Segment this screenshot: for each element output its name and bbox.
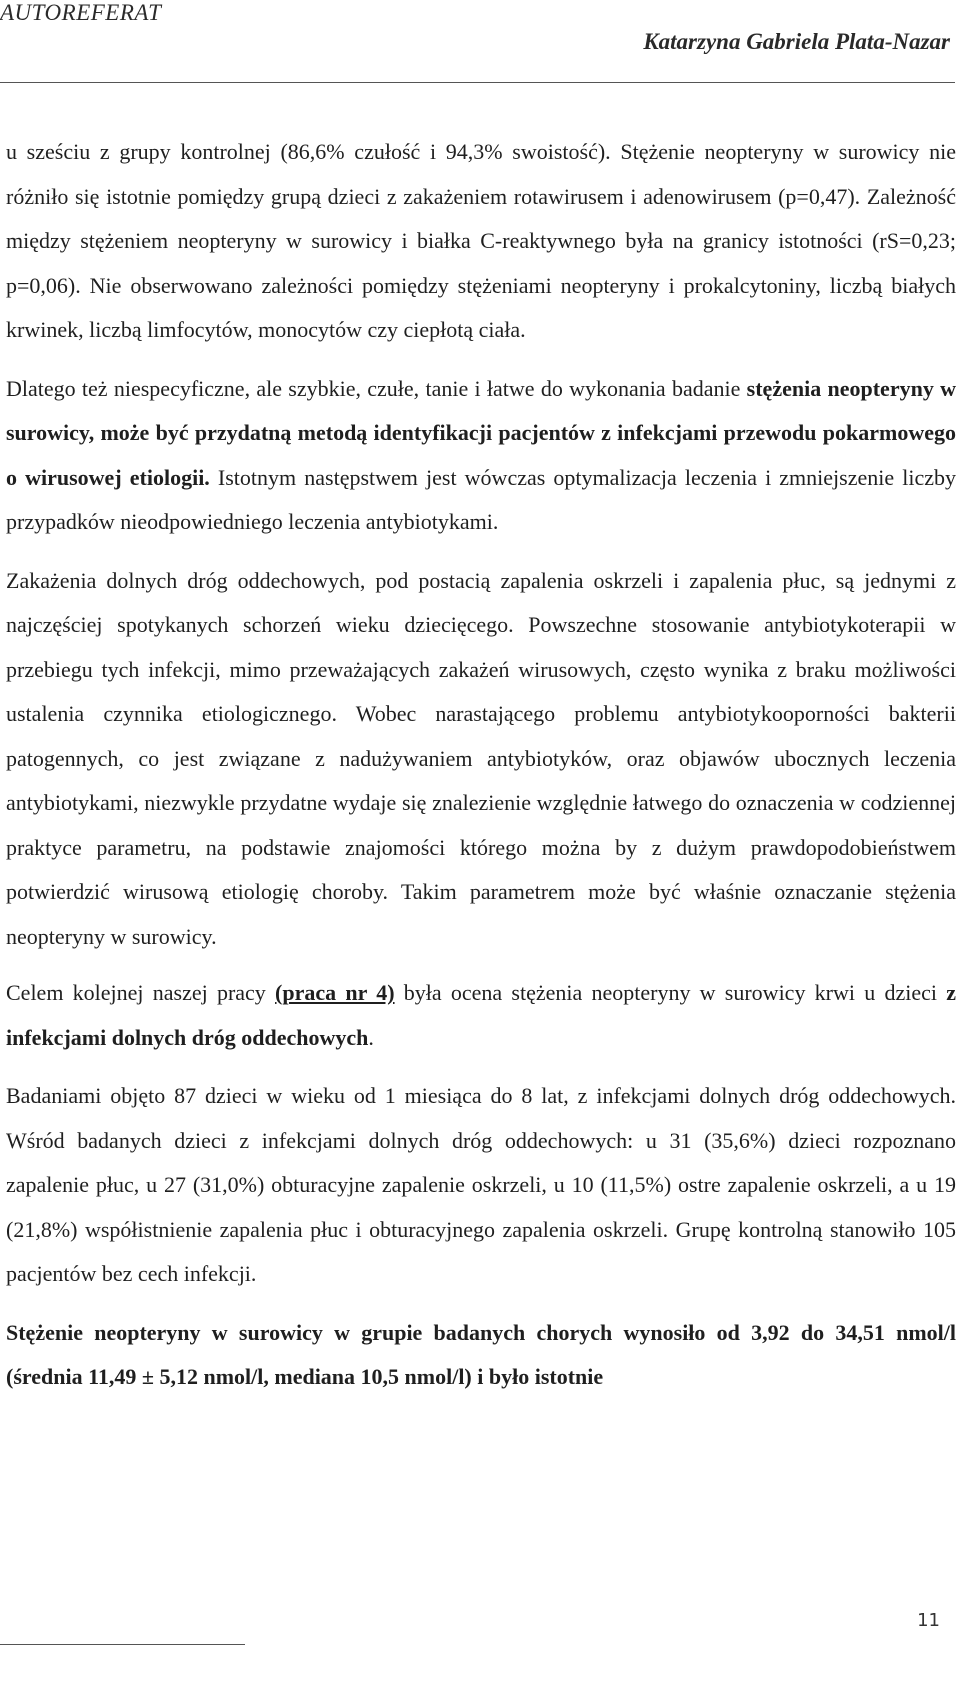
conclusion-rest: Istotnym następstwem jest wówczas optymalizacja leczenia i zmniejszenie liczby przypadków nieodpowiedniego leczenia antybiotykami.	[6, 464, 956, 534]
header-author: Katarzyna Gabriela Plata-Nazar	[643, 29, 950, 54]
header-title: AUTOREFERAT	[0, 0, 162, 25]
page-number: 11	[917, 1610, 940, 1631]
aim-bold: z infekcjami dolnych dróg oddechowych	[6, 980, 956, 1050]
conclusion-bold: stężenia neopteryny w surowicy, może być przydatną metodą identyfikacji pacjentów z infekcjami przewodu pokarmowego o wirusowej etiologii.	[6, 375, 956, 490]
aim-end: .	[368, 1024, 374, 1050]
footer-divider	[0, 1644, 245, 1645]
paragraph-study-population: Badaniami objęto 87 dzieci w wieku od 1 miesiąca do 8 lat, z infekcjami dolnych dróg oddechowych. Wśród badanych dzieci z infekcjami dolnych dróg oddechowych: u 31 (35,6%) dzieci rozpoznano zapalenie płuc, u 27 (31,0%) obturacyjne zapalenie oskrzeli, u 10 (11,5%) ostre zapalenie oskrzeli, a u 19 (21,8%) współistnienie zapalenia płuc i obturacyjnego zapalenia oskrzeli. Grupę kontrolną stanowiło 105 pacjentów bez cech infekcji.	[6, 1083, 956, 1286]
aim-middle: była ocena stężenia neopteryny w surowicy krwi u dzieci	[394, 980, 947, 1005]
paper-reference-underlined: (praca nr 4)	[275, 980, 395, 1005]
paragraph-results-continued: u sześciu z grupy kontrolnej (86,6% czułość i 94,3% swoistość). Stężenie neopteryny w surowicy nie różniło się istotnie pomiędzy grupą dzieci z zakażeniem rotawirusem i adenowirusem (p=0,47). Zależność między stężeniem neopteryny w surowicy i białka C-reaktywnego była na granicy istotności (rS=0,23; p=0,06). Nie obserwowano zależności pomiędzy stężeniami neopteryny i prokalcytoniny, liczbą białych krwinek, liczbą limfocytów, monocytów czy ciepłotą ciała.	[6, 139, 956, 342]
paragraph-respiratory-background: Zakażenia dolnych dróg oddechowych, pod postacią zapalenia oskrzeli i zapalenia płuc, są jednymi z najczęściej spotykanych schorzeń wieku dziecięcego. Powszechne stosowanie antybiotykoterapii w przebiegu tych infekcji, mimo przeważających zakażeń wirusowych, często wynika z braku możliwości ustalenia czynnika etiologicznego. Wobec narastającego problemu antybiotykooporności bakterii patogennych, co jest związane z nadużywaniem antybiotyków, oraz objawów ubocznych leczenia antybiotykami, niezwykle przydatne wydaje się znalezienie względnie łatwego do oznaczenia w codziennej praktyce parametru, na podstawie znajomości którego można by z dużym prawdopodobieństwem potwierdzić wirusową etiologię choroby. Takim parametrem może być właśnie oznaczanie stężenia neopteryny w surowicy.	[6, 567, 956, 949]
conclusion-intro: Dlatego też niespecyficzne, ale szybkie, czułe, tanie i łatwe do wykonania badanie	[6, 375, 747, 401]
paragraph-neopterin-results	[6, 1311, 956, 1400]
paragraph-conclusion	[6, 367, 956, 545]
paragraph-study-aim	[6, 971, 956, 1060]
neopterin-results-bold: Stężenie neopteryny w surowicy w grupie badanych chorych wynosiło od 3,92 do 34,51 nmol/l (średnia 11,49 ± 5,12 nmol/l, mediana 10,5 nmol/l) i było istotnie	[6, 1319, 956, 1389]
paper-reference	[275, 980, 394, 1005]
document-body	[6, 130, 956, 1400]
aim-intro: Celem kolejnej naszej pracy	[6, 980, 276, 1005]
header-divider	[0, 82, 955, 83]
